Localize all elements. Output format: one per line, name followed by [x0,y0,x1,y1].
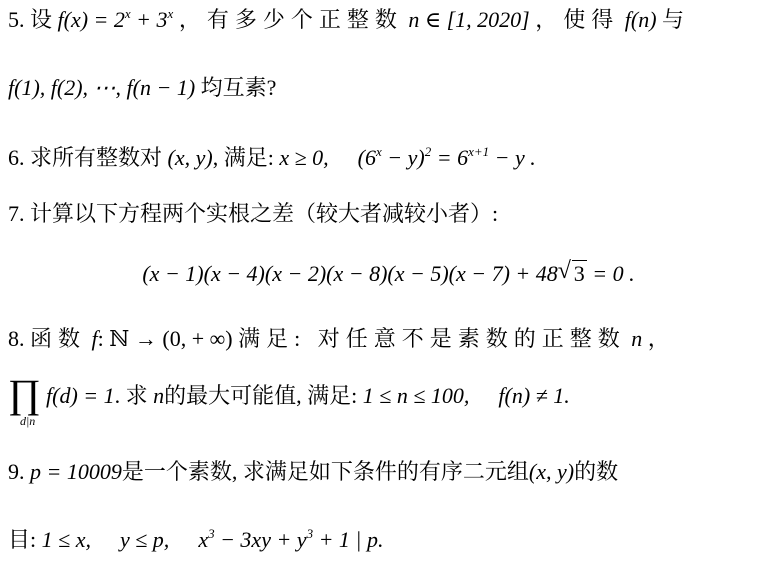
problem-text: 设 [30,7,53,32]
problem-number: 5. [8,7,25,32]
math-expression: (x − 1)(x − 4)(x − 2)(x − 8)(x − 5)(x − 7) + 48 [142,261,558,286]
colon: : [97,326,104,351]
math-expression: f(n) [624,7,657,32]
problem-text: 计算以下方程两个实根之差（较大者减较小者）: [30,201,499,226]
math-expression: $x^3 - 3xy + y^3 + 1$ | p. [198,526,384,552]
problem-5-line-1 [8,6,684,34]
problem-text: ，使得 [535,7,620,32]
problem-text: . 求 [114,383,148,408]
product-index: d|n [20,414,36,428]
math-expression: f(1), f(2), ⋯, f(n − 1) [8,75,196,100]
problem-8-line-1 [8,325,670,353]
math-expression: f [91,326,98,351]
math-expression: x ≥ 0, [279,145,329,170]
math-expression: f(n) ≠ 1. [498,383,570,408]
problem-text: ， [647,326,670,351]
math-expression: $f(x) = 2^x + 3^x$ [57,6,174,32]
problem-number: 7. [8,201,25,226]
math-expression: 1 ≤ n ≤ 100, [362,383,470,408]
problem-5-line-2 [8,74,276,102]
math-expression: n ∈ [1, 2020] [408,7,530,32]
problem-text: 求所有整数对 [30,145,163,170]
problem-text: 的数 [574,459,619,484]
problem-6 [8,144,536,172]
problem-text: 的最大可能值, 满足: [164,383,358,408]
problem-text: 是一个素数, 求满足如下条件的有序二元组 [121,459,529,484]
problem-text: 满足: 对任意不是素数的正整数 [238,326,626,351]
square-root: √ 3 [557,258,585,286]
product-symbol: ∏ [8,371,41,416]
product-operator [8,371,44,430]
math-expression: p = 10009 [30,459,122,484]
problem-text: ，有多少个正整数 [178,7,403,32]
problem-number: 6. [8,145,25,170]
problem-number: 8. [8,326,25,351]
math-expression: (x, y) [167,145,213,170]
problem-text: 目: [8,527,37,552]
math-expression: = 0 . [586,261,635,286]
math-expression: f(d) = 1 [46,383,115,408]
problem-7-line-1 [8,200,498,228]
problem-8-line-2 [46,382,570,410]
math-expression: n [631,326,643,351]
math-expression: 1 ≤ x, [41,527,91,552]
problem-9-line-1 [8,458,618,486]
math-expression: $(6^x - y)^2 = 6^{x+1} - y$ . [357,144,536,170]
problem-number: 9. [8,459,25,484]
problem-text: 与 [662,7,685,32]
problem-text: , 满足: [212,145,274,170]
math-expression: n [153,383,165,408]
problem-9-line-2 [8,526,383,554]
math-expression: (x, y) [528,459,575,484]
problem-text: 函数 [30,326,87,351]
problem-text: 均互素? [200,75,277,100]
math-expression: ℕ → (0, + ∞) [109,326,233,351]
problem-7-equation [0,260,777,288]
math-expression: y ≤ p, [119,527,170,552]
